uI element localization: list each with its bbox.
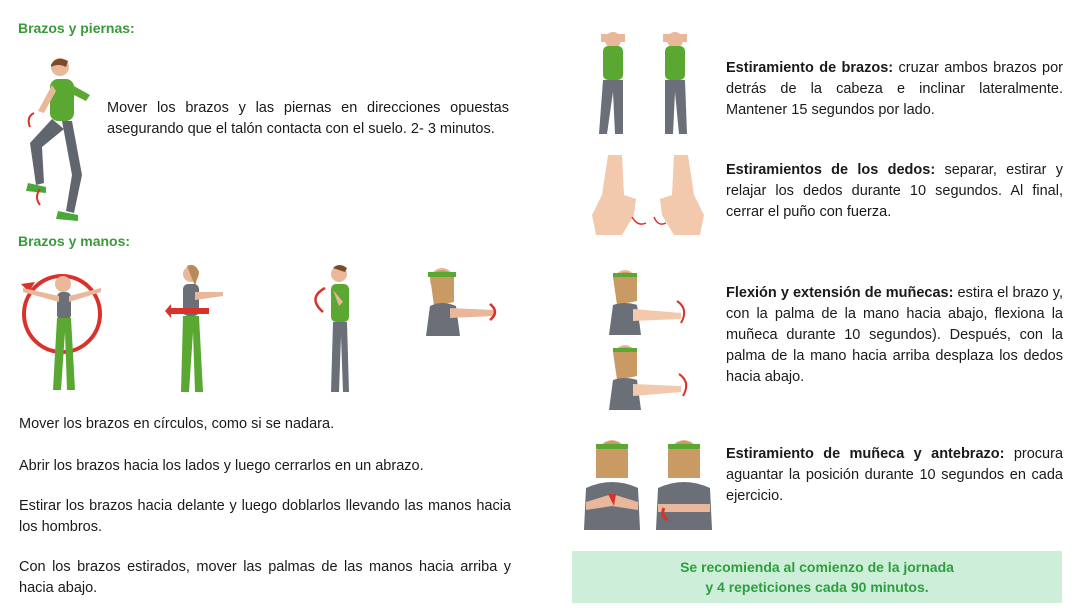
- figure-wrist-forearm: [578, 432, 720, 532]
- text-palms-updown: Con los brazos estirados, mover las palmas de las manos hacia arriba y hacia abajo.: [19, 559, 511, 596]
- figure-arm-circles: [15, 262, 110, 402]
- heading-arms-legs: Brazos y piernas:: [18, 20, 135, 36]
- desc-wrist-flexion: estira el brazo y, con la palma de la mano hacia abajo, flexiona la muñeca durante 10 segundos). Después, con la palma de la mano hacia arriba desplaza los dedos hacia abajo.: [726, 285, 1064, 385]
- title-finger-stretch: Estiramientos de los dedos:: [726, 162, 936, 178]
- figure-marching-person: [20, 55, 100, 225]
- text-finger-stretch: [726, 160, 1063, 223]
- desc-arm-stretch: cruzar ambos brazos por detrás de la cabeza e inclinar lateralmente. Mantener 15 segundos por lado.: [726, 60, 1064, 118]
- figure-finger-stretch: [588, 155, 708, 240]
- figure-wrist-flexion: [605, 265, 695, 410]
- text-arm-hug: Abrir los brazos hacia los lados y luego cerrarlos en un abrazo.: [19, 458, 424, 474]
- recommendation-line-1: Se recomienda al comienzo de la jornada: [680, 559, 954, 575]
- figure-arm-stretch: [585, 28, 705, 140]
- desc-wrist-forearm: procura aguantar la posición durante 10 segundos en cada ejercicio.: [726, 446, 1064, 504]
- text-wrist-forearm: [726, 444, 1063, 507]
- figure-arm-hug: [165, 262, 235, 402]
- text-arms-legs: Mover los brazos y las piernas en direcciones opuestas asegurando que el talón contacta con el suelo. 2- 3 minutos.: [107, 100, 509, 137]
- figure-palms-updown: [420, 262, 510, 342]
- text-arm-bend: Estirar los brazos hacia delante y luego doblarlos llevando las manos hacia los hombros.: [19, 498, 511, 535]
- text-arm-circles: Mover los brazos en círculos, como si se nadara.: [19, 416, 335, 432]
- title-arm-stretch: Estiramiento de brazos:: [726, 60, 894, 76]
- figure-arm-bend: [303, 262, 363, 402]
- recommendation-box: [572, 551, 1062, 603]
- title-wrist-forearm: Estiramiento de muñeca y antebrazo:: [726, 446, 1005, 462]
- text-wrist-flexion: [726, 283, 1063, 388]
- title-wrist-flexion: Flexión y extensión de muñecas:: [726, 285, 954, 301]
- heading-arms-hands: Brazos y manos:: [18, 233, 131, 249]
- recommendation-line-2: y 4 repeticiones cada 90 minutos.: [705, 579, 929, 595]
- text-arm-stretch: [726, 58, 1063, 121]
- desc-finger-stretch: separar, estirar y relajar los dedos durante 10 segundos. Al final, cerrar el puño con fuerza.: [726, 162, 1063, 220]
